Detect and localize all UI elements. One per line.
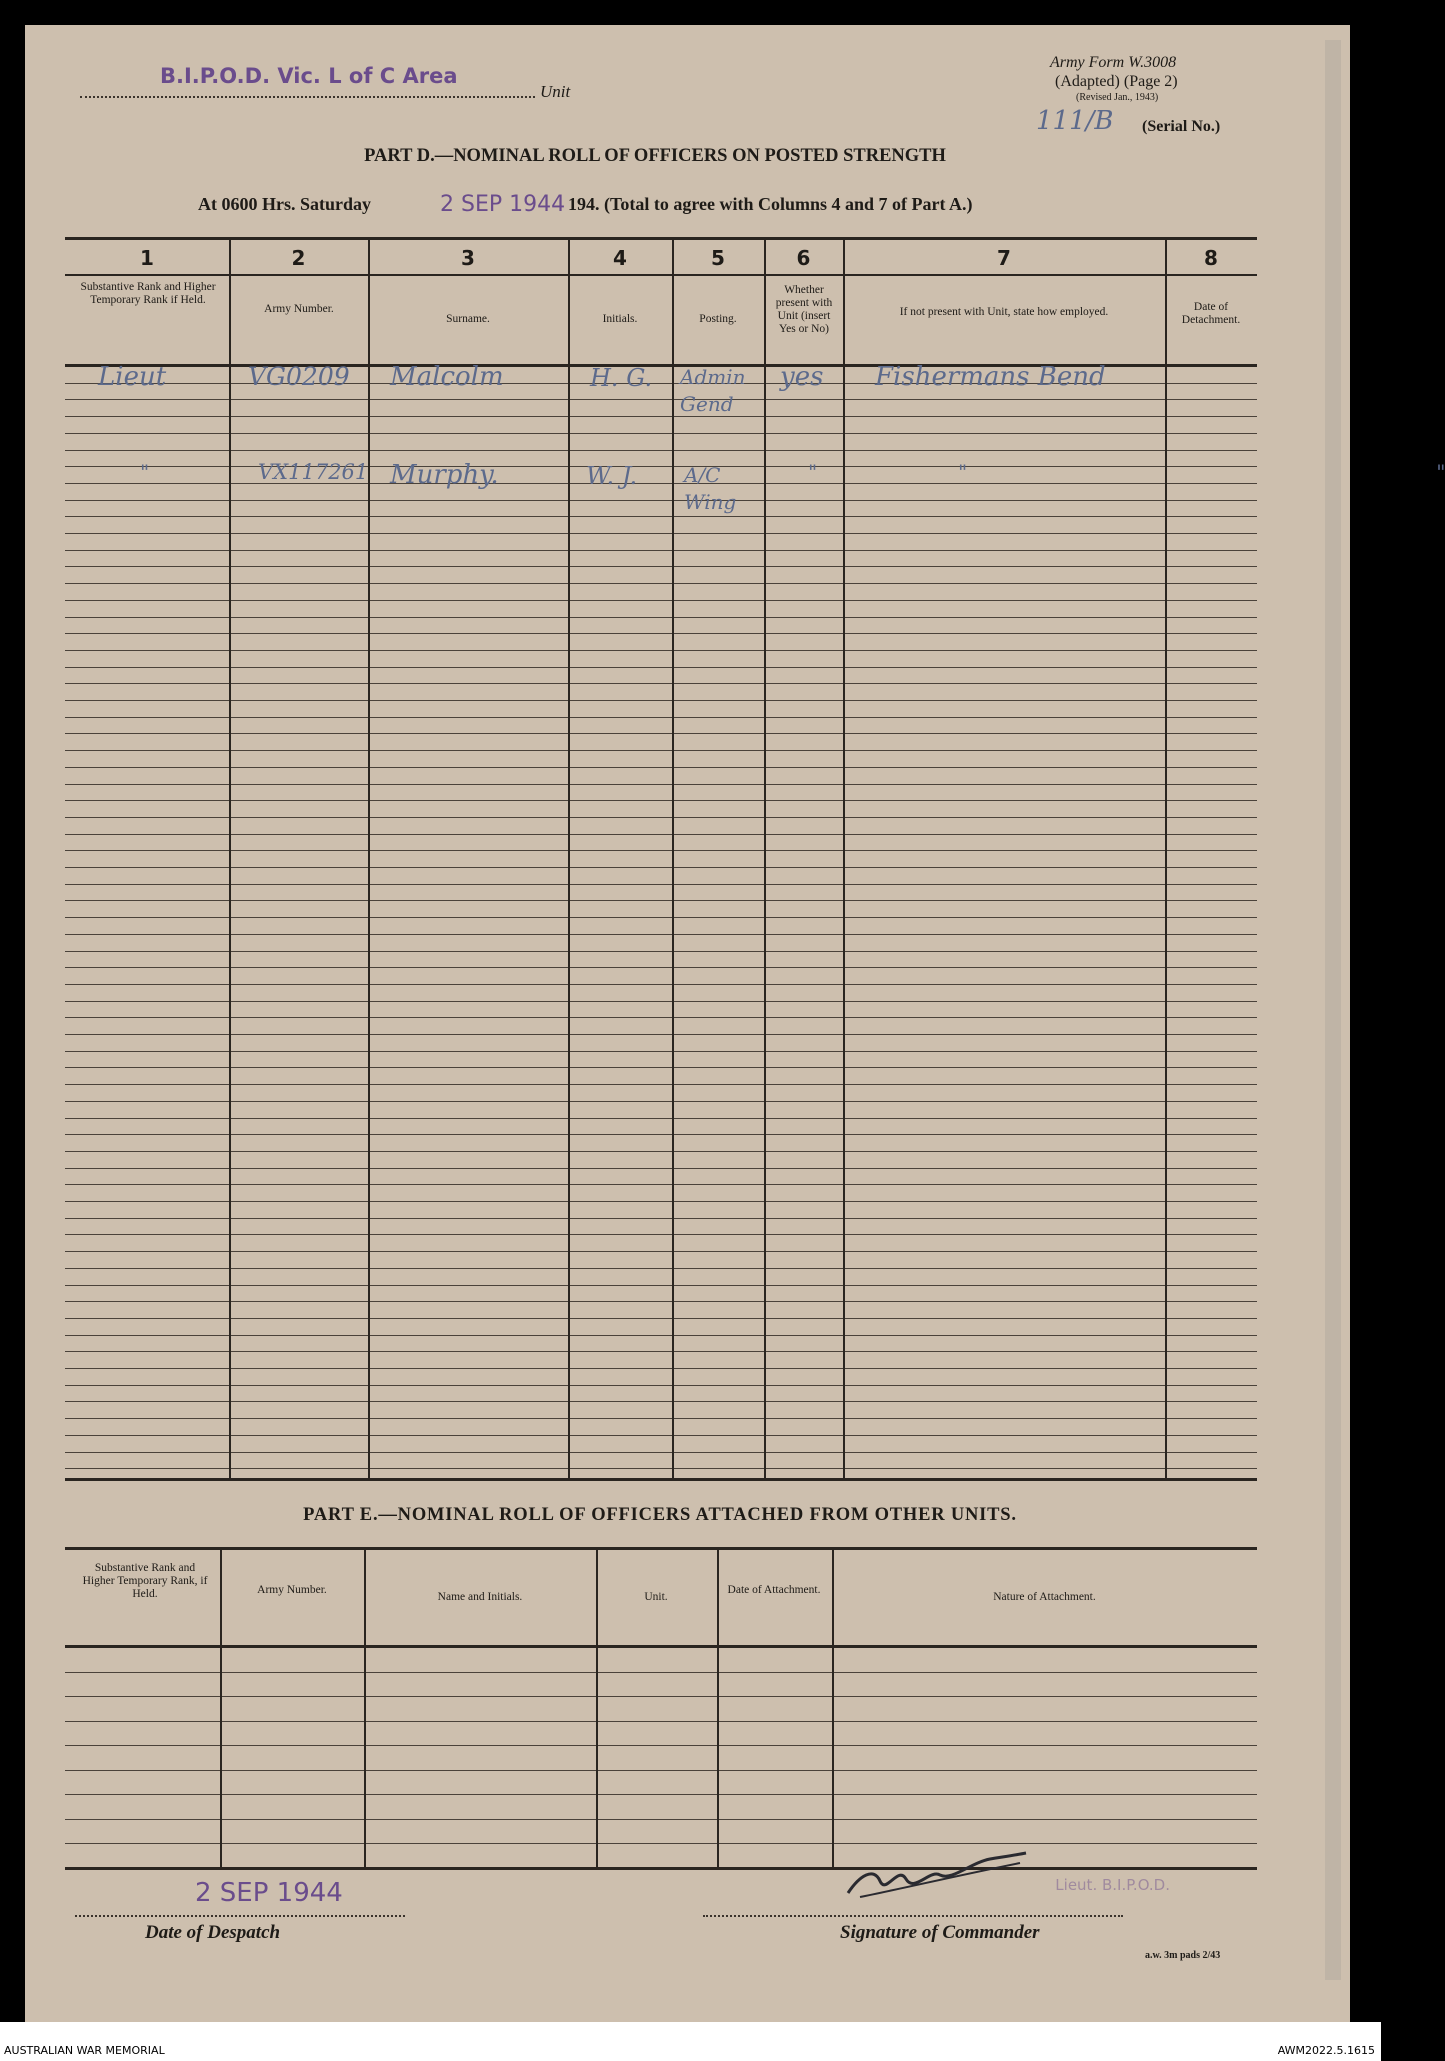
part-d-date-stamp: 2 SEP 1944 bbox=[440, 192, 566, 217]
ruled-line bbox=[65, 450, 1257, 451]
ruled-line bbox=[65, 834, 1257, 835]
print-code: a.w. 3m pads 2/43 bbox=[1145, 1950, 1221, 1961]
signature-dotted-line bbox=[703, 1915, 1123, 1917]
ruled-line bbox=[65, 967, 1257, 968]
ruled-line bbox=[65, 1017, 1257, 1018]
col-divider bbox=[717, 1548, 719, 1868]
col-header-employed: If not present with Unit, state how employed. bbox=[899, 306, 1109, 318]
col-header-surname: Surname. bbox=[446, 313, 490, 325]
column-number-divider bbox=[65, 274, 1257, 276]
ruled-line bbox=[65, 1418, 1257, 1419]
ruled-line bbox=[65, 917, 1257, 918]
part-d-title: PART D.—NOMINAL ROLL OF OFFICERS ON POSTED STRENGTH bbox=[364, 146, 946, 166]
entry-rank: Lieut bbox=[98, 362, 167, 392]
form-revised: (Revised Jan., 1943) bbox=[1076, 92, 1159, 103]
col-header-initials: Initials. bbox=[602, 313, 638, 325]
col-header-rank: Substantive Rank and Higher Temporary Rank if Held. bbox=[80, 281, 216, 306]
archive-institution: AUSTRALIAN WAR MEMORIAL bbox=[4, 2044, 165, 2057]
ruled-line bbox=[65, 1385, 1257, 1386]
commander-stamp: Lieut. B.I.P.O.D. bbox=[1055, 1876, 1170, 1894]
ruled-line bbox=[65, 1819, 1257, 1820]
ruled-line bbox=[65, 1401, 1257, 1402]
entry-army-number: VG0209 bbox=[248, 362, 350, 391]
ruled-line bbox=[65, 784, 1257, 785]
ruled-line bbox=[65, 951, 1257, 952]
col-number: 2 bbox=[291, 246, 306, 270]
ruled-line bbox=[65, 1468, 1257, 1469]
ruled-line bbox=[65, 1368, 1257, 1369]
ruled-line bbox=[65, 984, 1257, 985]
ruled-line bbox=[65, 1051, 1257, 1052]
table-top-border bbox=[65, 1547, 1257, 1550]
col-header-date-detachment: Date of Detachment. bbox=[1181, 301, 1241, 326]
ruled-line bbox=[65, 583, 1257, 584]
ruled-line bbox=[65, 1435, 1257, 1436]
despatch-date-stamp: 2 SEP 1944 bbox=[195, 1878, 343, 1908]
archive-reference: AWM2022.5.1615 bbox=[1277, 2044, 1375, 2057]
ruled-line bbox=[65, 1134, 1257, 1135]
entry-employed: Fishermans Bend bbox=[875, 362, 1106, 392]
ruled-line bbox=[65, 1794, 1257, 1795]
entry-posting: Admin Gend bbox=[680, 365, 746, 416]
ruled-line bbox=[65, 1696, 1257, 1697]
ruled-line bbox=[65, 1084, 1257, 1085]
signature-label: Signature of Commander bbox=[840, 1922, 1040, 1943]
ruled-line bbox=[65, 817, 1257, 818]
col-number: 1 bbox=[140, 246, 154, 270]
col-number: 5 bbox=[711, 246, 725, 270]
form-adapted: (Adapted) (Page 2) bbox=[1055, 73, 1178, 90]
col-divider bbox=[1165, 238, 1167, 1479]
table-top-border bbox=[65, 237, 1257, 240]
archive-footer bbox=[0, 2022, 1381, 2061]
ruled-line bbox=[65, 700, 1257, 701]
ruled-line bbox=[65, 1721, 1257, 1722]
ruled-line bbox=[65, 1770, 1257, 1771]
ruled-line bbox=[65, 1218, 1257, 1219]
ruled-line bbox=[65, 800, 1257, 801]
part-e-title: PART E.—NOMINAL ROLL OF OFFICERS ATTACHED FROM OTHER UNITS. bbox=[303, 1505, 1017, 1525]
col-header-army-number: Army Number. bbox=[264, 303, 334, 315]
ruled-line bbox=[65, 1118, 1257, 1119]
col-divider bbox=[220, 1548, 222, 1868]
ruled-line bbox=[65, 900, 1257, 901]
col-number: 7 bbox=[997, 246, 1011, 270]
col-divider bbox=[368, 238, 370, 1479]
col-header-rank: Substantive Rank and Higher Temporary Rank, if Held. bbox=[82, 1562, 208, 1600]
ruled-line bbox=[65, 433, 1257, 434]
ruled-line bbox=[65, 416, 1257, 417]
col-header-army-number: Army Number. bbox=[257, 1584, 327, 1596]
ruled-line bbox=[65, 1335, 1257, 1336]
col-number: 8 bbox=[1204, 246, 1218, 270]
ruled-line bbox=[65, 1268, 1257, 1269]
ruled-line bbox=[65, 850, 1257, 851]
ruled-line bbox=[65, 566, 1257, 567]
entry-posting: A/C Wing bbox=[684, 463, 737, 514]
entry-army-number: VX117261 bbox=[258, 460, 369, 484]
ruled-line bbox=[65, 1067, 1257, 1068]
despatch-dotted-line bbox=[75, 1915, 405, 1917]
col-divider bbox=[229, 238, 231, 1479]
ruled-line bbox=[65, 617, 1257, 618]
table-bottom-border bbox=[65, 1867, 1257, 1870]
commander-signature bbox=[840, 1845, 1030, 1905]
ruled-line bbox=[65, 884, 1257, 885]
ruled-line bbox=[65, 767, 1257, 768]
col-divider bbox=[364, 1548, 366, 1868]
entry-surname: Malcolm bbox=[390, 362, 504, 392]
col-header-date-attachment: Date of Attachment. bbox=[727, 1584, 821, 1596]
ruled-line bbox=[65, 733, 1257, 734]
part-d-date-prefix: At 0600 Hrs. Saturday bbox=[198, 194, 372, 214]
unit-dotted-line bbox=[80, 96, 535, 98]
ruled-line bbox=[65, 1251, 1257, 1252]
col-header-unit: Unit. bbox=[644, 1591, 668, 1603]
ruled-line bbox=[65, 1745, 1257, 1746]
col-header-name-initials: Name and Initials. bbox=[437, 1591, 523, 1603]
ruled-line bbox=[65, 934, 1257, 935]
entry-initials: W. J. bbox=[586, 462, 638, 490]
entry-employed: " " bbox=[958, 460, 1445, 484]
col-header-present: Whether present with Unit (insert Yes or No) bbox=[775, 284, 833, 335]
form-number: Army Form W.3008 bbox=[1050, 54, 1177, 71]
ruled-line bbox=[65, 1168, 1257, 1169]
col-number: 3 bbox=[461, 246, 475, 270]
ruled-line bbox=[65, 550, 1257, 551]
ruled-line bbox=[65, 1318, 1257, 1319]
col-number: 6 bbox=[796, 246, 811, 270]
col-divider bbox=[764, 238, 766, 1479]
col-divider bbox=[568, 238, 570, 1479]
ruled-line bbox=[65, 1101, 1257, 1102]
ruled-line bbox=[65, 1201, 1257, 1202]
header-bottom-border bbox=[65, 1645, 1257, 1648]
ruled-line bbox=[65, 1452, 1257, 1453]
ruled-line bbox=[65, 1301, 1257, 1302]
ruled-line bbox=[65, 516, 1257, 517]
ruled-line bbox=[65, 533, 1257, 534]
ruled-line bbox=[65, 1034, 1257, 1035]
ruled-line bbox=[65, 1151, 1257, 1152]
col-header-posting: Posting. bbox=[699, 313, 737, 325]
col-divider bbox=[596, 1548, 598, 1868]
table-bottom-border bbox=[65, 1478, 1257, 1481]
despatch-label: Date of Despatch bbox=[145, 1922, 281, 1943]
ruled-line bbox=[65, 1351, 1257, 1352]
ruled-line bbox=[65, 1672, 1257, 1673]
col-divider bbox=[832, 1548, 834, 1868]
col-divider bbox=[672, 238, 674, 1479]
entry-present: " bbox=[808, 460, 818, 484]
unit-label: Unit bbox=[540, 82, 571, 101]
ruled-line bbox=[65, 1234, 1257, 1235]
ruled-line bbox=[65, 650, 1257, 651]
ruled-line bbox=[65, 1184, 1257, 1185]
ruled-line bbox=[65, 399, 1257, 400]
part-d-date-suffix: 194. (Total to agree with Columns 4 and 7 of Part A.) bbox=[568, 194, 973, 214]
ruled-line bbox=[65, 500, 1257, 501]
ruled-line bbox=[65, 667, 1257, 668]
entry-initials: H. G. bbox=[590, 364, 653, 392]
ruled-line bbox=[65, 600, 1257, 601]
ruled-line bbox=[65, 683, 1257, 684]
entry-present: yes bbox=[780, 362, 824, 392]
unit-stamp: B.I.P.O.D. Vic. L of C Area bbox=[160, 64, 458, 88]
ruled-line bbox=[65, 1001, 1257, 1002]
ruled-line bbox=[65, 1843, 1257, 1844]
ruled-line bbox=[65, 633, 1257, 634]
entry-surname: Murphy. bbox=[390, 460, 499, 490]
paper-edge bbox=[1325, 40, 1341, 1980]
ruled-line bbox=[65, 867, 1257, 868]
serial-label: (Serial No.) bbox=[1142, 118, 1221, 135]
ruled-line bbox=[65, 1285, 1257, 1286]
ruled-line bbox=[65, 717, 1257, 718]
col-header-nature-attachment: Nature of Attachment. bbox=[993, 1591, 1096, 1603]
col-divider bbox=[843, 238, 845, 1479]
serial-number-hand: 111/B bbox=[1036, 106, 1114, 136]
entry-rank: " bbox=[140, 460, 150, 484]
col-number: 4 bbox=[613, 246, 627, 270]
ruled-line bbox=[65, 750, 1257, 751]
